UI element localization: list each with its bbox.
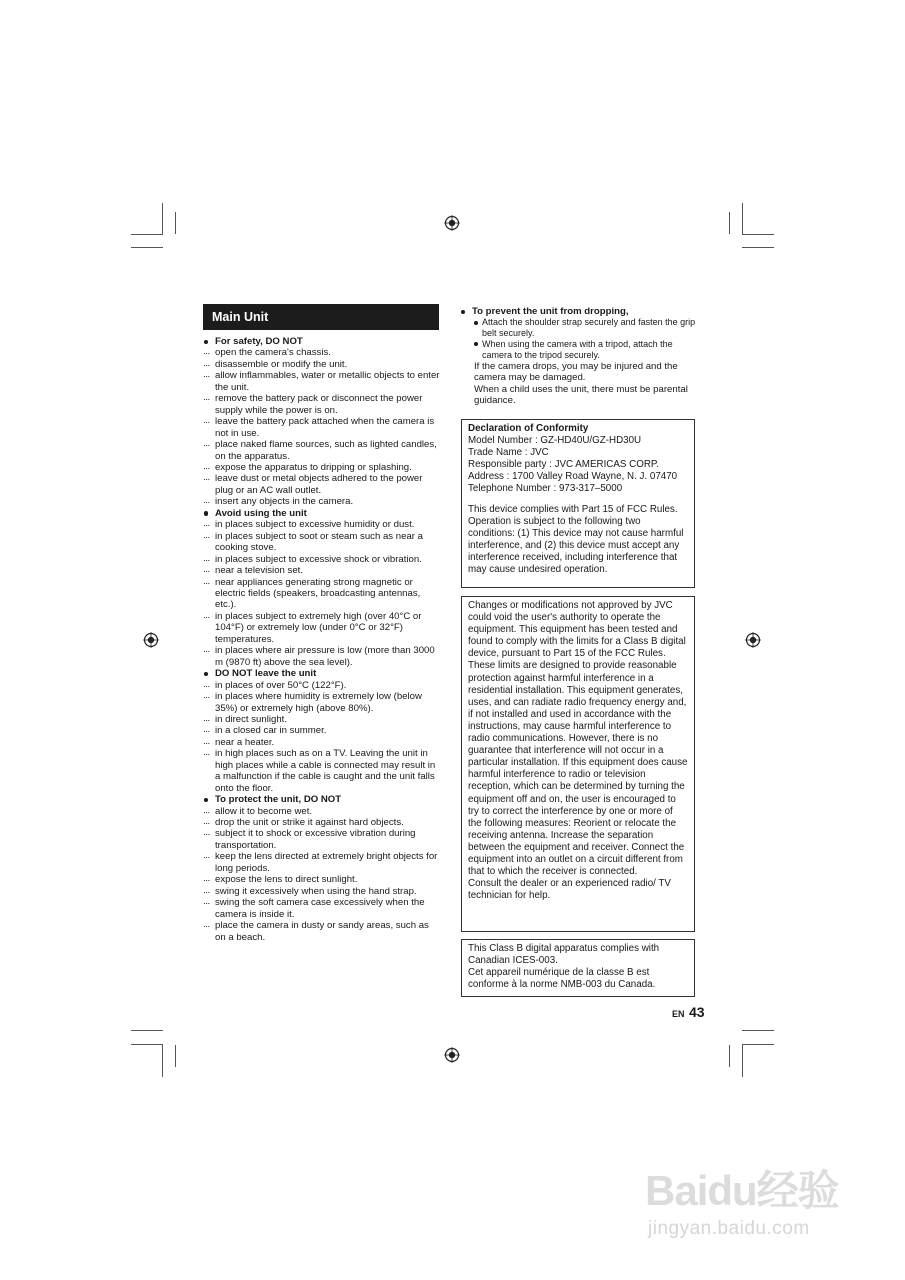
registration-mark-icon	[444, 215, 460, 231]
fcc-notice-box	[461, 596, 695, 932]
list-item: ... leave the battery pack attached when the camera is not in use.	[203, 416, 441, 439]
crop-mark	[742, 1030, 774, 1031]
list-item: ... allow inflammables, water or metallic objects to enter the unit.	[203, 370, 441, 393]
page-language: EN	[672, 1009, 685, 1019]
canada-english: This Class B digital apparatus complies with Canadian ICES-003.	[468, 943, 660, 967]
crop-mark	[742, 234, 774, 235]
page-number	[672, 1004, 705, 1022]
list-item: ... swing the soft camera case excessively when the camera is inside it.	[203, 897, 441, 920]
list-item: ... near a television set.	[203, 565, 441, 576]
crop-mark	[131, 234, 163, 235]
model-number: Model Number : GZ-HD40U/GZ-HD30U	[468, 435, 642, 447]
list-item: ... insert any objects in the camera.	[203, 496, 441, 507]
list-item: ... keep the lens directed at extremely bright objects for long periods.	[203, 851, 441, 874]
list-item: ... place naked flame sources, such as lighted candles, on the apparatus.	[203, 439, 441, 462]
list-item: ... in places where humidity is extremely low (below 35%) or extremely high (above 80%).	[203, 691, 441, 714]
drop-prevention-heading: To prevent the unit from dropping,	[460, 306, 702, 317]
crop-mark	[742, 203, 743, 235]
list-item: ... expose the lens to direct sunlight.	[203, 874, 441, 885]
crop-mark	[729, 212, 730, 234]
crop-mark	[742, 1044, 774, 1045]
address: Address : 1700 Valley Road Wayne, N. J. 07470	[468, 471, 678, 483]
fcc-consult-text: Consult the dealer or an experienced radio/ TV technician for help.	[468, 878, 671, 902]
section-heading: To protect the unit, DO NOT	[203, 794, 441, 805]
child-guidance-text: When a child uses the unit, there must be parental guidance.	[474, 383, 688, 406]
section-title: Main Unit	[203, 304, 439, 330]
registration-mark-icon	[745, 632, 761, 648]
watermark-url: jingyan.baidu.com	[648, 1218, 810, 1239]
watermark-logo: Baidu经验	[645, 1167, 839, 1214]
list-item: ... in high places such as on a TV. Leaving the unit in high places while a cable is connected may result in a malfunction if the cable is caught and the unit falls onto the floor.	[203, 748, 441, 794]
tripod-tip: When using the camera with a tripod, attach the camera to the tripod securely.	[460, 339, 702, 361]
section-heading: For safety, DO NOT	[203, 336, 441, 347]
registration-mark-icon	[444, 1047, 460, 1063]
page-number-value: 43	[688, 1004, 705, 1020]
list-item: ... allow it to become wet.	[203, 806, 441, 817]
section-heading: DO NOT leave the unit	[203, 668, 441, 679]
watermark	[640, 1158, 860, 1248]
registration-mark-icon	[143, 632, 159, 648]
list-item: ... drop the unit or strike it against hard objects.	[203, 817, 441, 828]
list-item: ... disassemble or modify the unit.	[203, 359, 441, 370]
list-item: ... in places subject to excessive humidity or dust.	[203, 519, 441, 530]
list-item: ... in direct sunlight.	[203, 714, 441, 725]
fcc-statement: This device complies with Part 15 of FCC Rules. Operation is subject to the following two conditions: (1) This device may not cause harmful interference, and (2) this device must accept any interference received, including interference that may cause undesired operation.	[468, 503, 684, 576]
crop-mark	[131, 1044, 163, 1045]
list-item: ... subject it to shock or excessive vibration during transportation.	[203, 828, 441, 851]
crop-mark	[742, 1045, 743, 1077]
list-item: ... in places of over 50°C (122°F).	[203, 680, 441, 691]
list-item: ... near appliances generating strong magnetic or electric fields (speakers, broadcasting antennas, etc.).	[203, 577, 441, 611]
crop-mark	[162, 1045, 163, 1077]
trade-name: Trade Name : JVC	[468, 447, 549, 459]
list-item: ... expose the apparatus to dripping or splashing.	[203, 462, 441, 473]
crop-mark	[131, 1030, 163, 1031]
declaration-box	[461, 419, 695, 588]
list-item: ... leave dust or metal objects adhered to the power plug or an AC wall outlet.	[203, 473, 441, 496]
responsible-party: Responsible party : JVC AMERICAS CORP.	[468, 459, 659, 471]
crop-mark	[175, 212, 176, 234]
declaration-title: Declaration of Conformity	[468, 423, 589, 434]
crop-mark	[729, 1045, 730, 1067]
list-item: ... swing it excessively when using the hand strap.	[203, 886, 441, 897]
list-item: ... in places subject to soot or steam such as near a cooking stove.	[203, 531, 441, 554]
shoulder-strap-tip: Attach the shoulder strap securely and fasten the grip belt securely.	[460, 317, 702, 339]
crop-mark	[162, 203, 163, 235]
list-item: ... in places where air pressure is low (more than 3000 m (9870 ft) above the sea level).	[203, 645, 441, 668]
list-item: ... remove the battery pack or disconnect the power supply while the power is on.	[203, 393, 441, 416]
crop-mark	[131, 247, 163, 248]
list-item: ... in a closed car in summer.	[203, 725, 441, 736]
list-item: ... in places subject to extremely high (over 40°C or 104°F) or extremely low (under 0°C or 32°F) temperatures.	[203, 611, 441, 645]
list-item: ... in places subject to excessive shock or vibration.	[203, 554, 441, 565]
drop-prevention-section	[460, 306, 702, 406]
drop-warning-text: If the camera drops, you may be injured and the camera may be damaged.	[474, 360, 678, 384]
list-item: ... open the camera's chassis.	[203, 347, 441, 358]
fcc-notice-body: Changes or modifications not approved by JVC could void the user's authority to operate the equipment. This equipment has been tested and found to comply with the limits for a Class B digital device, pursuant to Part 15 of the FCC Rules. These limits are designed to provide reasonable protection against harmful interference in a residential installation. This equipment generates, uses, and can radiate radio frequency energy and, if not installed and used in accordance with the instructions, may cause harmful interference to radio communications. However, there is no guarantee that interference will not occur in a particular installation. If this equipment does cause harmful interference to radio or television reception, which can be determined by turning the equipment off and on, the user is encouraged to try to correct the interference by one or more of the following measures: Reorient or relocate the receiving antenna. Increase the separation between the equipment and receiver. Connect the equipment into an outlet on a circuit different from that to which the receiver is connected.	[468, 600, 688, 878]
list-item: ... near a heater.	[203, 737, 441, 748]
canada-french: Cet appareil numérique de la classe B est conforme à la norme NMB-003 du Canada.	[468, 967, 656, 991]
section-heading: Avoid using the unit	[203, 508, 441, 519]
crop-mark	[742, 247, 774, 248]
canada-compliance-box	[461, 939, 695, 997]
list-item: ... place the camera in dusty or sandy areas, such as on a beach.	[203, 920, 441, 943]
crop-mark	[175, 1045, 176, 1067]
precautions-list	[203, 336, 441, 943]
telephone: Telephone Number : 973-317–5000	[468, 483, 623, 495]
